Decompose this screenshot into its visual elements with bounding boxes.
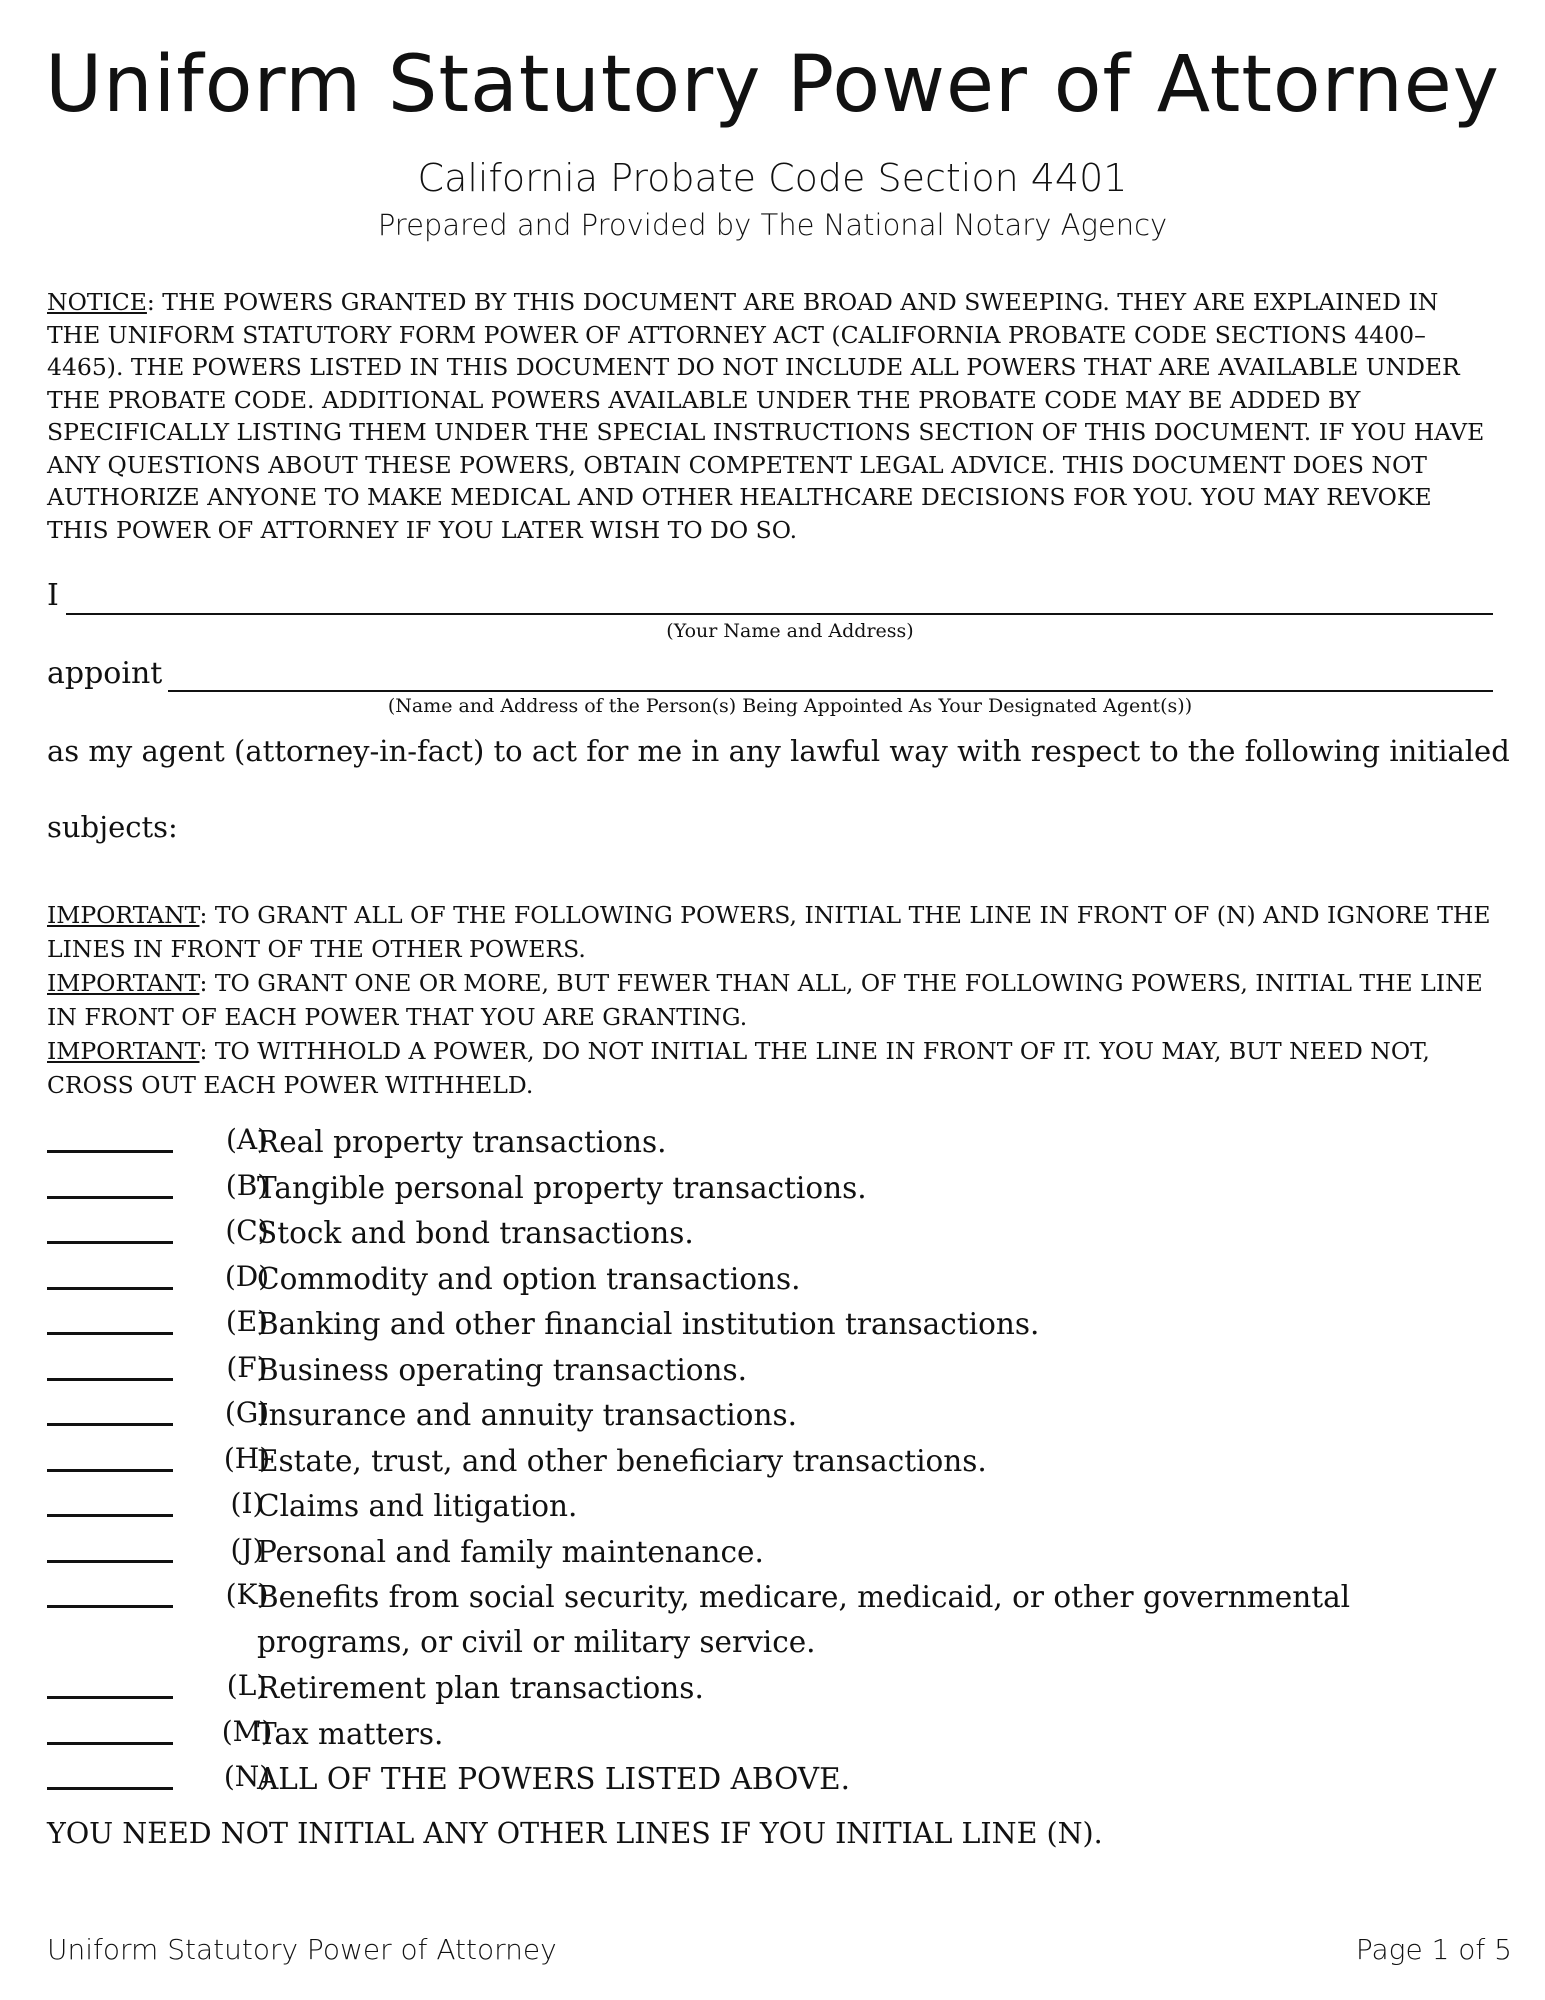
notice-text: : THE POWERS GRANTED BY THIS DOCUMENT ARE BROAD AND SWEEPING. THEY ARE EXPLAINED IN THE UNIFORM STATUTORY FORM POWER OF ATTORNEY ACT (CALIFORNIA PROBATE CODE SECTIONS 4400–4465). THE POWERS LISTED IN THIS DOCUMENT DO NOT INCLUDE ALL POWERS THAT ARE AVAILABLE UNDER THE PROBATE CODE. ADDITIONAL POWERS AVAILABLE UNDER THE PROBATE CODE MAY BE ADDED BY SPECIFICALLY LISTING THEM UNDER THE SPECIAL INSTRUCTIONS SECTION OF THIS DOCUMENT. IF YOU HAVE ANY QUESTIONS ABOUT THESE POWERS, OBTAIN COMPETENT LEGAL ADVICE. THIS DOCUMENT DOES NOT AUTHORIZE ANYONE TO MAKE MEDICAL AND OTHER HEALTHCARE DECISIONS FOR YOU. YOU MAY REVOKE THIS POWER OF ATTORNEY IF YOU LATER WISH TO DO SO. — [47, 288, 1485, 544]
final-note: YOU NEED NOT INITIAL ANY OTHER LINES IF YOU INITIAL LINE (N). — [47, 1817, 1103, 1850]
notice-paragraph — [47, 286, 1487, 546]
initial-line-d[interactable] — [47, 1287, 173, 1290]
footer-page-number: Page 1 of 5 — [1355, 1933, 1512, 1966]
power-item-d: (D) Commodity and option transactions. — [47, 1257, 1507, 1303]
initial-line-g[interactable] — [47, 1423, 173, 1426]
agent-label: appoint — [47, 656, 163, 691]
principal-name-field[interactable] — [66, 613, 1493, 615]
important-instructions — [47, 898, 1497, 1102]
initial-line-j[interactable] — [47, 1560, 173, 1563]
initial-line-h[interactable] — [47, 1469, 173, 1472]
initial-line-i[interactable] — [47, 1514, 173, 1517]
powers-list — [47, 1120, 1507, 1803]
power-item-e: (E) Banking and other financial institution transactions. — [47, 1302, 1507, 1348]
important-item: IMPORTANT: TO WITHHOLD A POWER, DO NOT INITIAL THE LINE IN FRONT OF IT. YOU MAY, BUT NEED NOT, CROSS OUT EACH POWER WITHHELD. — [47, 1037, 1430, 1099]
statement-line-2: subjects: — [47, 810, 178, 844]
power-item-a: (A) Real property transactions. — [47, 1120, 1507, 1166]
power-item-f: (F) Business operating transactions. — [47, 1348, 1507, 1394]
prepared-by: Prepared and Provided by The National Notary Agency — [377, 208, 1168, 242]
initial-line-l[interactable] — [47, 1696, 173, 1699]
footer-document-name: Uniform Statutory Power of Attorney — [47, 1933, 557, 1966]
statement-line-1: as my agent (attorney-in-fact) to act for me in any lawful way with respect to the following initialed — [47, 734, 1510, 768]
power-item-h: (H) Estate, trust, and other beneficiary transactions. — [47, 1439, 1507, 1485]
power-item-j: (J) Personal and family maintenance. — [47, 1530, 1507, 1576]
agent-name-field[interactable] — [168, 690, 1493, 692]
power-item-l: (L) Retirement plan transactions. — [47, 1666, 1507, 1712]
important-item: IMPORTANT: TO GRANT ALL OF THE FOLLOWING POWERS, INITIAL THE LINE IN FRONT OF (N) AND IGNORE THE LINES IN FRONT OF THE OTHER POWERS. — [47, 901, 1491, 963]
power-item-m: (M) Tax matters. — [47, 1712, 1507, 1758]
principal-label: I — [47, 578, 59, 613]
principal-caption: (Your Name and Address) — [666, 620, 914, 642]
power-item-k: (K) Benefits from social security, medicare, medicaid, or other governmental programs, or civil or military service. — [47, 1575, 1507, 1666]
initial-line-c[interactable] — [47, 1241, 173, 1244]
power-item-g: (G) Insurance and annuity transactions. — [47, 1393, 1507, 1439]
document-subtitle: California Probate Code Section 4401 — [417, 156, 1128, 200]
power-item-b: (B) Tangible personal property transactions. — [47, 1166, 1507, 1212]
initial-line-b[interactable] — [47, 1196, 173, 1199]
agent-caption: (Name and Address of the Person(s) Being Appointed As Your Designated Agent(s)) — [387, 695, 1193, 717]
initial-line-f[interactable] — [47, 1378, 173, 1381]
notice-label: NOTICE — [47, 288, 147, 316]
initial-line-k[interactable] — [47, 1605, 173, 1608]
power-item-c: (C) Stock and bond transactions. — [47, 1211, 1507, 1257]
initial-line-a[interactable] — [47, 1150, 173, 1153]
document-title: Uniform Statutory Power of Attorney — [45, 40, 1500, 130]
power-item-i: (I) Claims and litigation. — [47, 1484, 1507, 1530]
initial-line-n[interactable] — [47, 1787, 173, 1790]
initial-line-m[interactable] — [47, 1742, 173, 1745]
important-item: IMPORTANT: TO GRANT ONE OR MORE, BUT FEWER THAN ALL, OF THE FOLLOWING POWERS, INITIAL THE LINE IN FRONT OF EACH POWER THAT YOU ARE GRANTING. — [47, 969, 1483, 1031]
power-item-n: (N) ALL OF THE POWERS LISTED ABOVE. — [47, 1757, 1507, 1803]
initial-line-e[interactable] — [47, 1332, 173, 1335]
